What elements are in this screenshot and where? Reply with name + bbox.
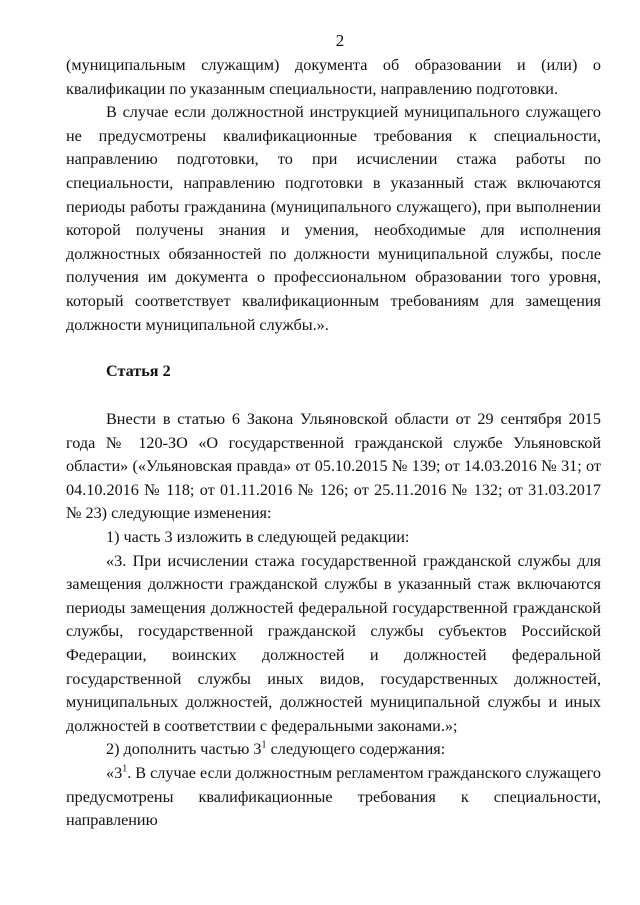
- paragraph-continuation: (муниципальным служащим) документа об образовании и (или) о квалификации по указанным специальности, направлению подготовки.: [66, 56, 601, 98]
- item-2-text-end: следующего содержания:: [266, 740, 446, 759]
- article-heading: Статья 2: [106, 362, 171, 380]
- paragraph-amendment-intro: Внести в статью 6 Закона Ульяновской области от 29 сентября 2015 года № 120-ЗО «О государственной гражданской службе Ульяновской области» («Ульяновская правда» от 05.10.2015 № 139; от 14.03.2016 № 31; от 04.10.2016 № 118; от 01.11.2016 № 126; от 25.11.2016 № 132; от 31.03.2017 № 23) следующие изменения:: [66, 410, 601, 523]
- paragraph-part-3-1: [66, 762, 601, 833]
- paragraph-item-2: [66, 738, 601, 762]
- paragraph-stage-condition: В случае если должностной инструкцией муниципального служащего не предусмотрены квалификационные требования к специальности, направлению подготовки, то при исчислении стажа работы по специальности, направлению подготовки в указанный стаж включаются периоды работы гражданина (муниципального служащего), при выполнении которой получены знания и умения, необходимые для исполнения должностных обязанностей по должности муниципальной службы, после получения им документа о профессиональном образовании того уровня, который соответствует квалификационным требованиям для замещения должности муниципальной службы.».: [66, 103, 601, 334]
- part-3-1-text-start: «3: [106, 763, 123, 782]
- part-3-1-superscript: 1: [122, 763, 128, 775]
- page-number: 2: [335, 31, 345, 50]
- item-2-text-start: 2) дополнить частью 3: [106, 740, 262, 759]
- part-3-1-text-end: . В случае если должностным регламентом гражданского служащего предусмотрены квалификационные требования к специальности, направлению: [66, 763, 601, 830]
- continuation-text: [66, 54, 601, 337]
- article-body: [66, 408, 601, 833]
- paragraph-part-3: «3. При исчислении стажа государственной гражданской службы для замещения должности гражданской службы в указанный стаж включаются периоды замещения должностей федеральной государственной гражданской службы, государственной гражданской службы субъектов Российской Федерации, воинских должностей и должностей федеральной государственной службы иных видов, государственных должностей, муниципальных должностей, должностей муниципальной службы и иных должностей в соответствии с федеральными законами.»;: [66, 551, 601, 735]
- item-2-superscript: 1: [261, 739, 267, 751]
- paragraph-item-1: 1) часть 3 изложить в следующей редакции:: [106, 527, 410, 546]
